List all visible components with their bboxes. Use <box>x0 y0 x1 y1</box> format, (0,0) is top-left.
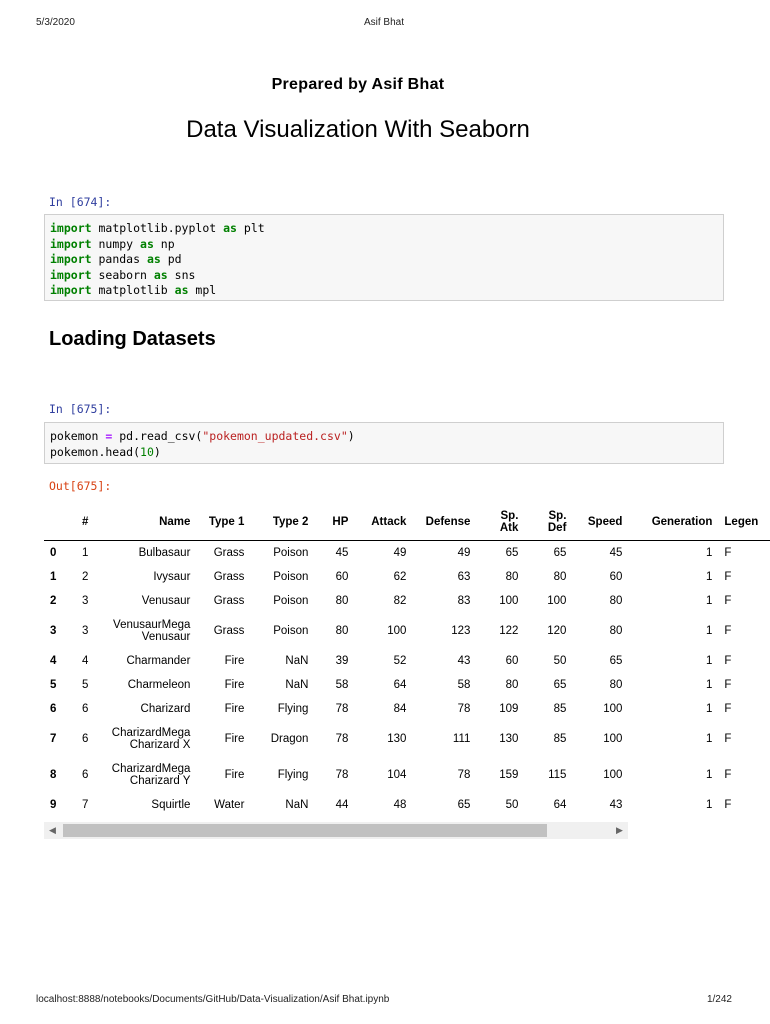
table-row <box>44 541 770 565</box>
table-cell: 78 <box>457 768 471 781</box>
table-cell: 45 <box>609 546 623 559</box>
table-cell: Poison <box>273 570 309 583</box>
table-cell: 49 <box>393 546 407 559</box>
table-cell: 65 <box>457 798 471 811</box>
table-cell: 85 <box>553 702 567 715</box>
table-cell: 130 <box>387 732 407 745</box>
table-cell: Grass <box>213 594 245 607</box>
table-cell: 80 <box>609 624 623 637</box>
table-cell: 65 <box>553 546 567 559</box>
table-cell: 1 <box>706 594 713 607</box>
table-cell: Venusaur <box>141 594 191 607</box>
output-prompt-675: Out[675]: <box>49 479 112 493</box>
table-cell: 111 <box>452 732 471 745</box>
table-cell: 62 <box>393 570 407 583</box>
table-cell: 60 <box>335 570 349 583</box>
code-token: plt <box>236 221 265 235</box>
code-token: pd.read_csv( <box>112 429 203 443</box>
code-token: mpl <box>188 283 217 297</box>
table-cell: 45 <box>335 546 349 559</box>
table-cell: NaN <box>285 798 309 811</box>
table-cell: 60 <box>505 654 519 667</box>
input-prompt-675: In [675]: <box>49 402 112 416</box>
horizontal-scrollbar[interactable] <box>44 822 628 839</box>
row-index: 1 <box>50 570 57 583</box>
code-token: pokemon <box>50 429 106 443</box>
column-header: Attack <box>354 504 412 541</box>
table-cell: 85 <box>553 732 567 745</box>
table-cell: Flying <box>277 702 309 715</box>
column-header: Sp. Atk <box>476 504 524 541</box>
table-cell: 1 <box>706 624 713 637</box>
table-cell: 84 <box>393 702 407 715</box>
table-cell: F <box>724 546 732 559</box>
table-row <box>44 565 770 589</box>
table-row <box>44 721 770 757</box>
table-cell: Charmander <box>126 654 191 667</box>
table-header-row <box>44 504 770 541</box>
table-row <box>44 649 770 673</box>
column-header: Defense <box>412 504 476 541</box>
table-cell: 100 <box>603 732 623 745</box>
table-cell: 80 <box>553 570 567 583</box>
table-cell: 83 <box>457 594 471 607</box>
table-cell: 64 <box>393 678 407 691</box>
table-cell: 82 <box>393 594 407 607</box>
dataframe-table <box>44 504 770 817</box>
table-cell: F <box>724 732 732 745</box>
table-cell: NaN <box>285 678 309 691</box>
row-index: 5 <box>50 678 57 691</box>
table-cell: Fire <box>224 732 245 745</box>
column-header: Speed <box>572 504 628 541</box>
table-cell: 7 <box>82 798 89 811</box>
table-cell: Grass <box>213 570 245 583</box>
table-cell: 130 <box>499 732 519 745</box>
table-cell: 48 <box>393 798 407 811</box>
prepared-by-heading: Prepared by Asif Bhat <box>271 76 445 93</box>
code-number: 10 <box>140 444 154 459</box>
table-cell: 3 <box>82 624 89 637</box>
column-header: Sp. Def <box>524 504 572 541</box>
row-index: 9 <box>50 798 57 811</box>
table-cell: 100 <box>387 624 407 637</box>
table-row <box>44 697 770 721</box>
page-number: 1/242 <box>706 994 732 1005</box>
table-cell: Poison <box>273 546 309 559</box>
table-cell: CharizardMega Charizard Y <box>111 762 191 787</box>
table-cell: 1 <box>82 546 89 559</box>
table-cell: 120 <box>547 624 567 637</box>
scrollbar-thumb[interactable] <box>63 824 547 837</box>
table-cell: 58 <box>457 678 471 691</box>
code-cell-load-data[interactable] <box>44 422 724 464</box>
table-cell: 2 <box>82 570 89 583</box>
table-cell: Charizard <box>140 702 191 715</box>
table-row <box>44 793 770 817</box>
code-token: pokemon.head( <box>50 444 141 459</box>
table-cell: F <box>724 768 732 781</box>
print-date: 5/3/2020 <box>36 17 75 28</box>
table-row <box>44 613 770 649</box>
table-cell: 104 <box>387 768 407 781</box>
table-cell: 78 <box>335 702 349 715</box>
table-cell: 80 <box>335 624 349 637</box>
code-string: "pokemon_updated.csv" <box>202 429 348 443</box>
triangle-right-icon[interactable]: ▶ <box>616 825 623 835</box>
table-cell: 50 <box>553 654 567 667</box>
table-cell: Fire <box>224 702 245 715</box>
print-header-title: Asif Bhat <box>363 17 405 28</box>
code-token: ) <box>153 444 161 459</box>
table-cell: 115 <box>548 768 567 781</box>
table-cell: 58 <box>335 678 349 691</box>
table-cell: 80 <box>505 570 519 583</box>
table-cell: 100 <box>547 594 567 607</box>
table-cell: Dragon <box>270 732 309 745</box>
table-cell: F <box>724 594 732 607</box>
table-cell: 80 <box>609 678 623 691</box>
code-keyword: import <box>50 236 92 251</box>
table-cell: 3 <box>82 594 89 607</box>
table-cell: 80 <box>335 594 349 607</box>
table-cell: 39 <box>335 654 349 667</box>
table-cell: 80 <box>609 594 623 607</box>
table-cell: 1 <box>706 732 713 745</box>
triangle-left-icon[interactable]: ◀ <box>49 825 56 835</box>
table-cell: 100 <box>499 594 519 607</box>
code-token: np <box>153 236 175 251</box>
table-cell: F <box>724 678 732 691</box>
table-cell: 122 <box>499 624 519 637</box>
code-token: numpy <box>91 236 141 251</box>
column-header: Legen <box>718 504 770 541</box>
table-cell: 1 <box>706 546 713 559</box>
code-token: sns <box>167 267 196 282</box>
row-index: 7 <box>50 732 57 745</box>
table-cell: 78 <box>335 768 349 781</box>
table-cell: 5 <box>82 678 89 691</box>
table-cell: Charmeleon <box>127 678 191 691</box>
table-cell: Grass <box>213 546 245 559</box>
table-cell: Fire <box>224 678 245 691</box>
table-cell: Water <box>214 798 245 811</box>
section-heading: Loading Datasets <box>49 328 216 350</box>
index-header <box>44 504 62 541</box>
table-cell: 1 <box>706 798 713 811</box>
table-cell: 1 <box>706 678 713 691</box>
table-cell: 4 <box>82 654 89 667</box>
table-cell: 1 <box>706 702 713 715</box>
table-cell: 65 <box>505 546 519 559</box>
column-header: Name <box>94 504 196 541</box>
code-token: matplotlib.pyplot <box>91 221 224 235</box>
table-cell: 1 <box>706 768 713 781</box>
table-cell: Poison <box>273 624 309 637</box>
table-cell: 1 <box>706 654 713 667</box>
row-index: 6 <box>50 702 57 715</box>
code-operator: = <box>105 429 113 443</box>
table-cell: VenusaurMega Venusaur <box>113 618 191 643</box>
table-row <box>44 589 770 613</box>
table-cell: 65 <box>553 678 567 691</box>
table-cell: F <box>724 798 732 811</box>
code-keyword: import <box>50 252 92 266</box>
row-index: 4 <box>50 654 57 667</box>
table-cell: 100 <box>603 702 623 715</box>
table-cell: 64 <box>553 798 567 811</box>
table-cell: 78 <box>457 702 471 715</box>
table-cell: 80 <box>505 678 519 691</box>
table-cell: Grass <box>213 624 245 637</box>
code-keyword: as <box>140 236 154 251</box>
table-cell: NaN <box>285 654 309 667</box>
table-cell: 100 <box>603 768 623 781</box>
table-row <box>44 757 770 793</box>
table-cell: 50 <box>505 798 519 811</box>
table-cell: F <box>724 624 732 637</box>
table-cell: Fire <box>224 768 245 781</box>
code-token: seaborn <box>91 267 154 282</box>
table-cell: Fire <box>224 654 245 667</box>
column-header: Type 1 <box>196 504 250 541</box>
table-row <box>44 673 770 697</box>
code-cell-imports[interactable] <box>44 214 724 301</box>
table-cell: 43 <box>457 654 471 667</box>
input-prompt-674: In [674]: <box>49 195 112 209</box>
code-token: pandas <box>91 252 147 266</box>
table-cell: 60 <box>609 570 623 583</box>
table-cell: 1 <box>706 570 713 583</box>
table-cell: Poison <box>273 594 309 607</box>
table-cell: 49 <box>457 546 471 559</box>
table-cell: Flying <box>277 768 309 781</box>
table-cell: 44 <box>335 798 349 811</box>
table-cell: 123 <box>451 624 471 637</box>
table-cell: CharizardMega Charizard X <box>111 726 191 751</box>
code-token: ) <box>347 429 355 443</box>
dataframe-output <box>44 504 759 822</box>
column-header: Type 2 <box>250 504 314 541</box>
table-cell: 109 <box>499 702 519 715</box>
column-header: HP <box>314 504 354 541</box>
code-keyword: as <box>174 283 189 297</box>
code-keyword: as <box>146 252 161 266</box>
print-footer-url: localhost:8888/notebooks/Documents/GitHub/Data-Visualization/Asif Bhat.ipynb <box>36 994 390 1005</box>
code-keyword: import <box>50 267 92 282</box>
code-keyword: as <box>153 267 168 282</box>
table-cell: 52 <box>393 654 407 667</box>
table-cell: F <box>724 654 732 667</box>
table-cell: 6 <box>82 702 89 715</box>
table-cell: F <box>724 702 732 715</box>
code-token: matplotlib <box>91 283 175 297</box>
row-index: 0 <box>50 546 57 559</box>
code-keyword: import <box>50 221 92 235</box>
code-token: pd <box>160 252 182 266</box>
table-cell: F <box>724 570 732 583</box>
table-cell: 6 <box>82 732 89 745</box>
page-title: Data Visualization With Seaborn <box>186 116 530 143</box>
table-cell: 65 <box>609 654 623 667</box>
row-index: 8 <box>50 768 57 781</box>
table-cell: 6 <box>82 768 89 781</box>
code-keyword: import <box>50 283 92 297</box>
table-cell: Squirtle <box>151 798 191 811</box>
code-keyword: as <box>223 221 237 235</box>
table-cell: Ivysaur <box>153 570 191 583</box>
column-header: Generation <box>628 504 718 541</box>
table-cell: 159 <box>499 768 519 781</box>
row-index: 2 <box>50 594 57 607</box>
column-header: # <box>62 504 94 541</box>
table-cell: Bulbasaur <box>138 546 191 559</box>
table-cell: 63 <box>457 570 471 583</box>
table-cell: 43 <box>609 798 623 811</box>
table-cell: 78 <box>335 732 349 745</box>
row-index: 3 <box>50 624 57 637</box>
